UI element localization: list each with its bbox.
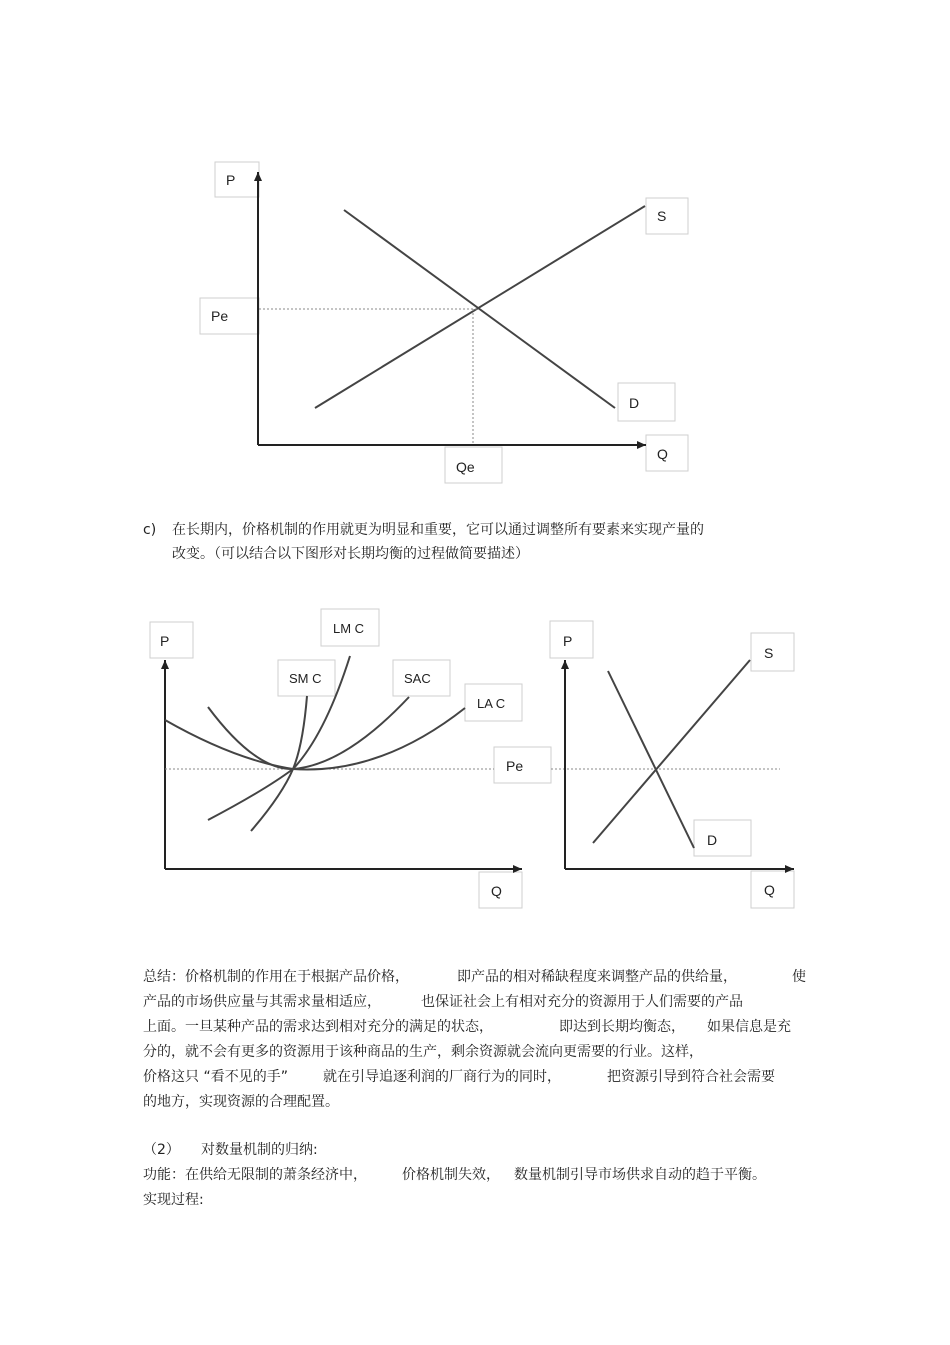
summary-line3b: 即达到长期均衡态， — [559, 1019, 685, 1035]
section-c-line2: 改变。（可以结合以下图形对长期均衡的过程做简要描述） — [172, 546, 529, 562]
section2-function-c: 数量机制引导市场供求自动的趋于平衡。 — [514, 1167, 766, 1183]
demand-label: D — [629, 395, 640, 411]
right-supply-label: S — [764, 645, 774, 661]
summary-line4: 分的，就不会有更多的资源用于该种商品的生产，剩余资源就会流向更需要的行业。这样， — [143, 1044, 703, 1060]
summary-line1b: 即产品的相对稀缺程度来调整产品的供给量， — [457, 969, 737, 985]
sac-curve — [208, 697, 409, 769]
qe-label: Qe — [456, 459, 475, 475]
left-p-axis-label: P — [160, 633, 170, 649]
summary-line5b: 就在引导追逐利润的厂商行为的同时， — [323, 1069, 561, 1085]
pe-label: Pe — [211, 308, 229, 324]
section2-function-a: 功能：在供给无限制的萧条经济中， — [143, 1167, 367, 1183]
right-d-label-box — [694, 820, 751, 856]
summary-line2b: 也保证社会上有相对充分的资源用于人们需要的产品 — [421, 994, 743, 1010]
supply-label: S — [657, 208, 667, 224]
lmc-label: LM C — [333, 621, 365, 636]
summary-line3c: 如果信息是充 — [707, 1019, 791, 1035]
right-q-axis-label: Q — [764, 882, 775, 898]
right-p-axis-label: P — [563, 633, 573, 649]
q-axis-label: Q — [657, 446, 668, 462]
smc-label: SM C — [289, 671, 322, 686]
section2-number: （2） — [143, 1142, 180, 1158]
summary-line6: 的地方，实现资源的合理配置。 — [143, 1094, 339, 1110]
right-demand-label: D — [707, 832, 718, 848]
lac-label: LA C — [477, 696, 506, 711]
section2-function-b: 价格机制失效， — [402, 1167, 500, 1183]
sac-label: SAC — [404, 671, 431, 686]
summary-line3a: 上面。一旦某种产品的需求达到相对充分的满足的状态， — [143, 1019, 493, 1035]
section-c-line1: 在长期内，价格机制的作用就更为明显和重要，它可以通过调整所有要素来实现产量的 — [172, 522, 704, 538]
summary-line1c: 使 — [792, 969, 806, 985]
summary-line5c: 把资源引导到符合社会需要 — [607, 1069, 775, 1085]
left-p-label-box — [150, 622, 193, 658]
section2-title: 对数量机制的归纳: — [201, 1142, 318, 1158]
section-c-marker: c) — [143, 522, 157, 538]
section2-process: 实现过程: — [143, 1192, 204, 1208]
p-axis-label: P — [226, 172, 236, 188]
summary-line2a: 产品的市场供应量与其需求量相适应， — [143, 994, 381, 1010]
summary-line1a: 总结：价格机制的作用在于根据产品价格， — [143, 969, 409, 985]
right-demand-line — [608, 671, 694, 848]
pe-label-2: Pe — [506, 758, 524, 774]
left-q-axis-label: Q — [491, 883, 502, 899]
summary-line5a: 价格这只 “看不见的手” — [143, 1069, 288, 1085]
